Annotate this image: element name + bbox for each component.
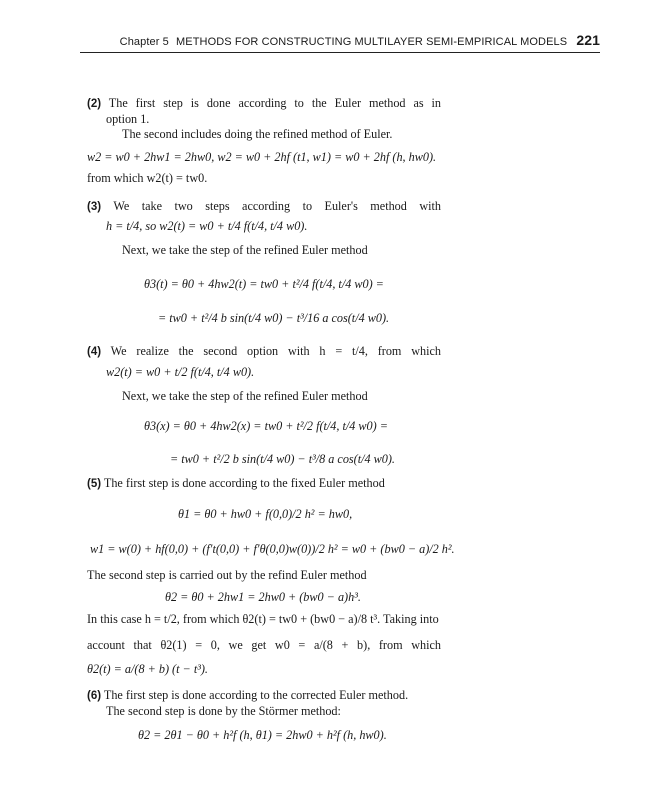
item5-line2: The second step is carried out by the refind Euler method [87,568,367,582]
item5-line4: account that θ2(1) = 0, we get w0 = a/(8 + b), from which [87,638,441,652]
item2-line1 [87,95,441,112]
item2-line3: The second includes doing the refined method of Euler. [122,127,393,141]
item2-label: (2) [87,98,102,110]
item4-label: (4) [87,346,102,358]
chapter-title: METHODS FOR CONSTRUCTING MULTILAYER SEMI-EMPIRICAL MODELS [176,36,568,48]
item6-line1 [87,687,408,704]
page-number: 221 [576,32,600,48]
item6-line1-text: The first step is done according to the corrected Euler method. [103,688,409,702]
item3-label: (3) [87,201,102,213]
item5-eq1: θ1 = θ0 + hw0 + f(0,0)/2 h² = hw0, [178,507,353,521]
header-rule [80,52,600,53]
item5-eq3: θ2 = θ0 + 2hw1 = 2hw0 + (bw0 − a)h³. [165,590,361,604]
item2-line1-text: The first step is done according to the Euler method as in [108,96,442,110]
item3-eq2: = tw0 + t²/4 b sin(t/4 w0) − t³/16 a cos(t/4 w0). [158,311,390,325]
item2-line2: option 1. [106,112,150,126]
item6-label: (6) [87,690,102,702]
item3-line1-text: We take two steps according to Euler's method with [113,199,441,213]
item4-eq2: = tw0 + t²/2 b sin(t/4 w0) − t³/8 a cos(t/4 w0). [170,452,395,466]
item5-line3: In this case h = t/2, from which θ2(t) = tw0 + (bw0 − a)/8 t³. Taking into [87,612,439,626]
item3-line2: h = t/4, so w2(t) = w0 + t/4 f(t/4, t/4 w0). [106,219,308,233]
item4-line3: Next, we take the step of the refined Euler method [122,389,368,403]
item3-eq1: θ3(t) = θ0 + 4hw2(t) = tw0 + t²/4 f(t/4, t/4 w0) = [144,277,384,291]
item5-line1 [87,475,385,492]
item4-line1 [87,343,441,360]
item6-eq1: θ2 = 2θ1 − θ0 + h²f (h, θ1) = 2hw0 + h²f (h, hw0). [138,728,387,742]
item3-line3: Next, we take the step of the refined Euler method [122,243,368,257]
item6-line2: The second step is done by the Störmer method: [106,704,341,718]
item5-line1-text: The first step is done according to the fixed Euler method [103,476,385,490]
item5-label: (5) [87,478,102,490]
item5-eq2: w1 = w(0) + hf(0,0) + (f′t(0,0) + f′θ(0,0)w(0))/2 h² = w0 + (bw0 − a)/2 h². [90,542,455,556]
item3-line1 [87,198,441,215]
chapter-label: Chapter 5 [119,36,169,48]
item4-line2: w2(t) = w0 + t/2 f(t/4, t/4 w0). [106,365,255,379]
item4-eq1: θ3(x) = θ0 + 4hw2(x) = tw0 + t²/2 f(t/4, t/4 w0) = [144,419,388,433]
item5-line5: θ2(t) = a/(8 + b) (t − t³). [87,662,208,676]
item2-eq1: w2 = w0 + 2hw1 = 2hw0, w2 = w0 + 2hf (t1, w1) = w0 + 2hf (h, hw0). [87,150,437,164]
running-header [80,32,600,48]
item2-line4: from which w2(t) = tw0. [87,171,208,185]
item4-line1-text: We realize the second option with h = t/4, from which [110,344,442,358]
